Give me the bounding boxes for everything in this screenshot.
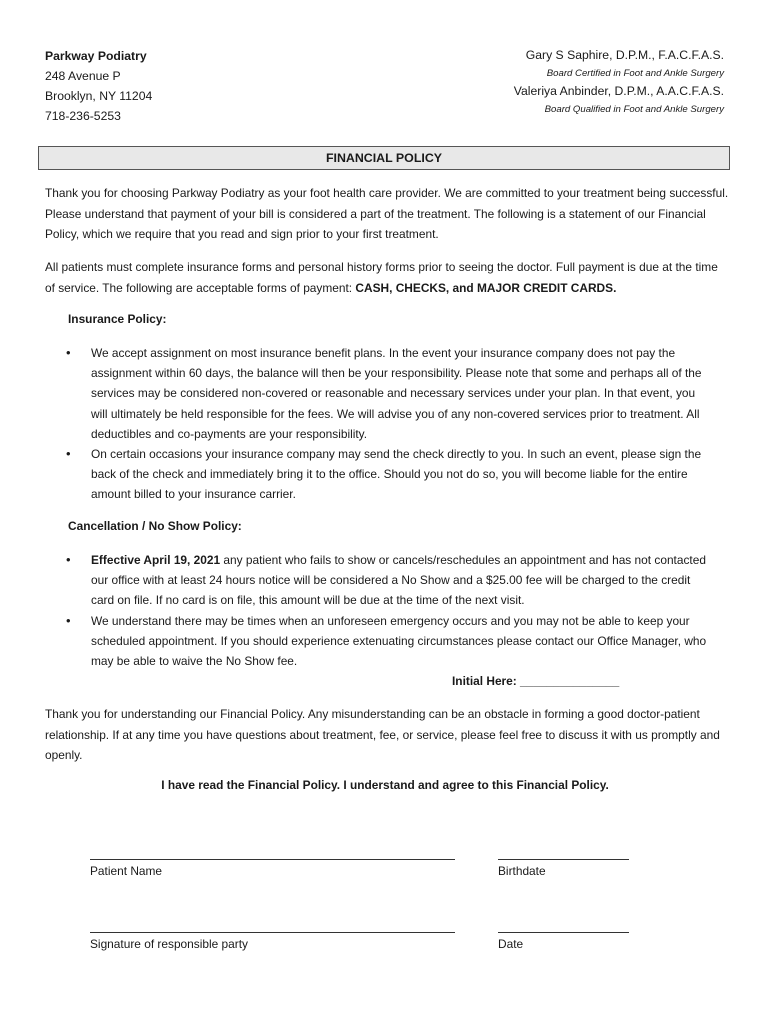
doctor-2-credential: Board Qualified in Foot and Ankle Surgery: [544, 104, 724, 115]
effective-date: Effective April 19, 2021: [91, 553, 221, 567]
doctors-block: [514, 46, 724, 118]
doctor-1-name: Gary S Saphire, D.P.M., F.A.C.F.A.S.: [525, 48, 724, 62]
date-line[interactable]: [498, 932, 629, 933]
list-item: [63, 550, 713, 611]
insurance-list: [63, 343, 713, 505]
no-show-text: any patient who fails to show or cancels/reschedules an appointment and has not contacted our office with at least 24 hours notice will be considered a No Show and a $25.00 fee will be charged to the credit card on file. If no card is on file, this amount will be due at the time of the next visit.: [91, 553, 706, 608]
agreement-statement: I have read the Financial Policy. I understand and agree to this Financial Policy.: [161, 778, 609, 792]
intro-paragraph: Thank you for choosing Parkway Podiatry as your foot health care provider. We are committed to your treatment being successful. Please understand that payment of your bill is considered a part of the treatment. The following is a statement of our Financial Policy, which we require that you read and sign prior to your first treatment.: [45, 186, 729, 241]
practice-address-block: [45, 46, 152, 126]
practice-name: Parkway Podiatry: [45, 49, 147, 63]
closing-paragraph: Thank you for understanding our Financial Policy. Any misunderstanding can be an obstacle in forming a good doctor-patient relationship. If at any time you have questions about treatment, fee, or service, please feel free to discuss it with us promptly and openly.: [45, 707, 720, 762]
cancellation-heading: Cancellation / No Show Policy:: [68, 519, 242, 533]
doctor-2-name: Valeriya Anbinder, D.P.M., A.A.C.F.A.S.: [513, 84, 724, 98]
practice-phone: 718-236-5253: [45, 109, 121, 123]
list-item: • We understand there may be times when an unforeseen emergency occurs and you may not be able to keep your scheduled appointment. If you should experience extenuating circumstances please contact our Office Manager, who may be able to waive the No Show fee.: [63, 611, 713, 672]
insurance-heading: Insurance Policy:: [68, 312, 167, 326]
date-label: Date: [498, 937, 524, 951]
signature-label: Signature of responsible party: [90, 937, 248, 951]
practice-street: 248 Avenue P: [45, 69, 121, 83]
cancellation-list: [63, 550, 713, 671]
practice-city: Brooklyn, NY 11204: [45, 89, 153, 103]
birthdate-line[interactable]: [498, 859, 629, 860]
birthdate-label: Birthdate: [498, 864, 546, 878]
patient-name-label: Patient Name: [90, 864, 163, 878]
payment-methods: CASH, CHECKS, and MAJOR CREDIT CARDS.: [355, 280, 617, 295]
list-item: • On certain occasions your insurance company may send the check directly to you. In such an event, please sign the back of the check and immediately bring it to the office. Should you not do so, you will become liable for the entire amount billed to your insurance carrier.: [63, 444, 713, 505]
initial-here-field[interactable]: Initial Here: _______________: [452, 674, 620, 688]
policy-title: FINANCIAL POLICY: [38, 146, 730, 170]
doctor-1-credential: Board Certified in Foot and Ankle Surgery: [546, 68, 724, 79]
payment-text: All patients must complete insurance forms and personal history forms prior to seeing the doctor. Full payment is due at the time of service. The following are acceptable forms of payment:: [45, 260, 718, 295]
list-item: • We accept assignment on most insurance benefit plans. In the event your insurance company does not pay the assignment within 60 days, the balance will then be your responsibility. Please note that some and perhaps all of the services may be considered non-covered or reasonable and necessary services under your plan. In that event, you will ultimately be held responsible for the fees. We will advise you of any non-covered services prior to treatment. All deductibles and co-payments are your responsibility.: [63, 343, 713, 444]
signature-line[interactable]: [90, 932, 455, 933]
payment-paragraph: [45, 257, 731, 298]
patient-name-line[interactable]: [90, 859, 455, 860]
